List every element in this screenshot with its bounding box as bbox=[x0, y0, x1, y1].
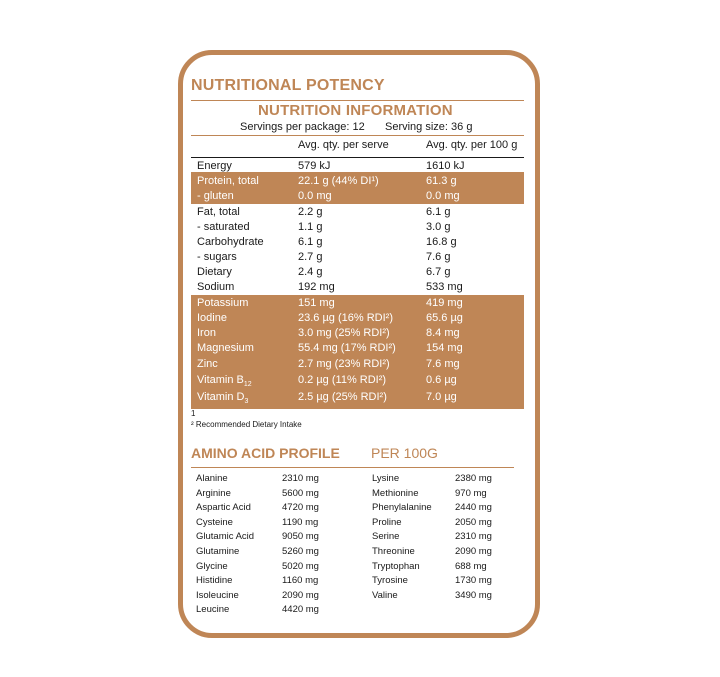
amino-acid-value: 2440 mg bbox=[455, 502, 492, 513]
nutrient-name bbox=[197, 342, 254, 354]
per-100g-value: 8.4 mg bbox=[426, 327, 460, 339]
nutrient-name bbox=[197, 206, 240, 218]
per-serve-value: 0.2 µg (11% RDI²) bbox=[298, 374, 387, 386]
amino-acid-name: Tyrosine bbox=[372, 575, 408, 586]
page-title: NUTRITIONAL POTENCY bbox=[191, 77, 385, 94]
amino-acid-value: 5260 mg bbox=[282, 546, 319, 557]
amino-acid-value: 9050 mg bbox=[282, 531, 319, 542]
nutrient-name bbox=[197, 374, 252, 388]
per-serve-value: 2.7 g bbox=[298, 251, 323, 263]
nutrient-name bbox=[197, 358, 218, 370]
nutrition-heading: NUTRITION INFORMATION bbox=[258, 102, 453, 119]
amino-acid-name: Cysteine bbox=[196, 517, 233, 528]
nutrient-name bbox=[197, 160, 232, 172]
amino-acid-name: Leucine bbox=[196, 604, 230, 615]
amino-acid-name: Arginine bbox=[196, 488, 231, 499]
amino-heading: AMINO ACID PROFILE bbox=[191, 445, 340, 461]
nutrient-name-text: Vitamin B bbox=[197, 374, 244, 386]
nutrient-name-text: Fat, total bbox=[197, 206, 240, 218]
per-100g-value: 7.6 mg bbox=[426, 358, 460, 370]
amino-acid-name: Glycine bbox=[196, 561, 228, 572]
per-serve-value: 192 mg bbox=[298, 281, 335, 293]
amino-acid-value: 1190 mg bbox=[282, 517, 319, 528]
nutrient-name-subscript: 12 bbox=[243, 381, 252, 389]
per-100g-value: 3.0 g bbox=[426, 221, 451, 233]
amino-acid-value: 2090 mg bbox=[455, 546, 492, 557]
nutrient-name-text: Protein, total bbox=[197, 175, 259, 187]
per-serve-value: 0.0 mg bbox=[298, 190, 332, 202]
nutrient-name bbox=[197, 221, 250, 233]
col-header-serve: Avg. qty. per serve bbox=[298, 139, 389, 151]
amino-acid-value: 1730 mg bbox=[455, 575, 492, 586]
per-serve-value: 2.2 g bbox=[298, 206, 323, 218]
amino-acid-name: Alanine bbox=[196, 473, 228, 484]
per-serve-value: 151 mg bbox=[298, 297, 335, 309]
amino-acid-value: 2050 mg bbox=[455, 517, 492, 528]
per-100g-value: 154 mg bbox=[426, 342, 463, 354]
amino-acid-name: Glutamic Acid bbox=[196, 531, 255, 542]
per-serve-value: 1.1 g bbox=[298, 221, 323, 233]
per-serve-value: 22.1 g (44% DI¹) bbox=[298, 175, 379, 187]
nutrient-name-text: Dietary bbox=[197, 266, 232, 278]
nutrient-name-text: Vitamin D bbox=[197, 391, 245, 403]
nutrient-name-text: Sodium bbox=[197, 281, 235, 293]
amino-acid-name: Isoleucine bbox=[196, 590, 239, 601]
nutrient-name bbox=[197, 175, 259, 187]
amino-acid-name: Methionine bbox=[372, 488, 419, 499]
per-100g-value: 1610 kJ bbox=[426, 160, 465, 172]
per-100g-value: 7.6 g bbox=[426, 251, 451, 263]
nutrient-name bbox=[197, 297, 248, 309]
amino-acid-value: 4720 mg bbox=[282, 502, 319, 513]
header-rule bbox=[191, 157, 524, 158]
amino-acid-name: Lysine bbox=[372, 473, 400, 484]
amino-acid-name: Tryptophan bbox=[372, 561, 420, 572]
per-100g-value: 419 mg bbox=[426, 297, 463, 309]
amino-acid-value: 2310 mg bbox=[455, 531, 492, 542]
per-100g-value: 6.7 g bbox=[426, 266, 451, 278]
per-serve-value: 23.6 µg (16% RDI²) bbox=[298, 312, 393, 324]
per-100g-value: 533 mg bbox=[426, 281, 463, 293]
nutrient-name-text: Energy bbox=[197, 160, 232, 172]
amino-acid-name: Proline bbox=[372, 517, 402, 528]
per-serve-value: 579 kJ bbox=[298, 160, 331, 172]
per-100g-value: 16.8 g bbox=[426, 236, 457, 248]
amino-acid-name: Threonine bbox=[372, 546, 415, 557]
nutrient-name-text: Carbohydrate bbox=[197, 236, 264, 248]
nutrient-name bbox=[197, 281, 234, 293]
per-serve-value: 2.5 µg (25% RDI²) bbox=[298, 391, 387, 403]
per-100g-value: 0.0 mg bbox=[426, 190, 460, 202]
amino-acid-value: 5600 mg bbox=[282, 488, 319, 499]
nutrient-name-text: Magnesium bbox=[197, 342, 254, 354]
per-serve-value: 2.7 mg (23% RDI²) bbox=[298, 358, 390, 370]
amino-acid-name: Glutamine bbox=[196, 546, 240, 557]
servings-per-package: Servings per package: 12 bbox=[240, 121, 365, 133]
amino-acid-value: 3490 mg bbox=[455, 590, 492, 601]
per-serve-value: 3.0 mg (25% RDI²) bbox=[298, 327, 390, 339]
amino-acid-value: 2310 mg bbox=[282, 473, 319, 484]
per-100g-value: 6.1 g bbox=[426, 206, 451, 218]
amino-acid-name: Histidine bbox=[196, 575, 233, 586]
amino-acid-value: 2090 mg bbox=[282, 590, 319, 601]
per-serve-value: 6.1 g bbox=[298, 236, 323, 248]
nutrient-name bbox=[197, 251, 237, 263]
title-rule bbox=[191, 100, 524, 101]
nutrient-name bbox=[197, 266, 232, 278]
nutrient-name-text: Potassium bbox=[197, 297, 249, 309]
amino-acid-value: 970 mg bbox=[455, 488, 487, 499]
nutrient-name-subscript: 3 bbox=[244, 398, 249, 406]
amino-acid-value: 2380 mg bbox=[455, 473, 492, 484]
per-100g-value: 65.6 µg bbox=[426, 312, 463, 324]
nutrient-name-text: - saturated bbox=[197, 221, 250, 233]
nutrient-name bbox=[197, 312, 227, 324]
per-serve-value: 2.4 g bbox=[298, 266, 323, 278]
amino-acid-value: 4420 mg bbox=[282, 604, 319, 615]
per-100g-value: 7.0 µg bbox=[426, 391, 457, 403]
amino-acid-name: Serine bbox=[372, 531, 400, 542]
footnote-2: ² Recommended Dietary Intake bbox=[191, 420, 302, 429]
amino-acid-value: 5020 mg bbox=[282, 561, 319, 572]
amino-acid-value: 1160 mg bbox=[282, 575, 319, 586]
nutrient-name bbox=[197, 236, 264, 248]
serving-size: Serving size: 36 g bbox=[385, 121, 473, 133]
nutrient-name-text: - gluten bbox=[197, 190, 234, 202]
nutrient-name bbox=[197, 190, 234, 202]
amino-subheading: PER 100G bbox=[371, 445, 438, 461]
per-serve-value: 55.4 mg (17% RDI²) bbox=[298, 342, 396, 354]
amino-acid-name: Aspartic Acid bbox=[196, 502, 251, 513]
meta-rule bbox=[191, 135, 524, 136]
amino-acid-name: Valine bbox=[372, 590, 398, 601]
nutrient-name bbox=[197, 391, 248, 405]
nutrient-name-text: - sugars bbox=[197, 251, 237, 263]
nutrient-name bbox=[197, 327, 216, 339]
footnote-1: 1 bbox=[191, 409, 196, 418]
amino-acid-value: 688 mg bbox=[455, 561, 487, 572]
amino-rule bbox=[191, 467, 514, 468]
per-100g-value: 61.3 g bbox=[426, 175, 457, 187]
nutrient-name-text: Iron bbox=[197, 327, 216, 339]
amino-acid-name: Phenylalanine bbox=[372, 502, 432, 513]
per-100g-value: 0.6 µg bbox=[426, 374, 457, 386]
nutrient-name-text: Zinc bbox=[197, 358, 218, 370]
col-header-100g: Avg. qty. per 100 g bbox=[426, 139, 518, 151]
nutrient-name-text: Iodine bbox=[197, 312, 227, 324]
